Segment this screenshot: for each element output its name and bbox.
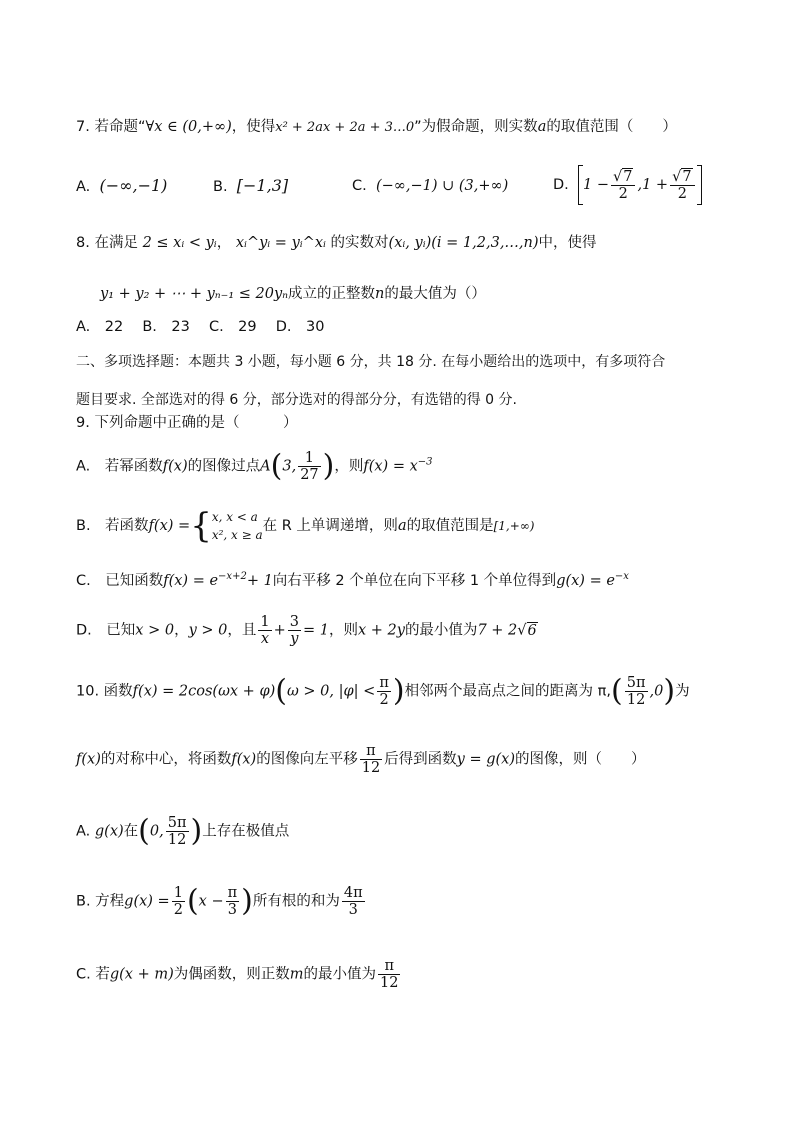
q10-stem-line2: f(x)的对称中心，将函数f(x)的图像向左平移 $\frac{\pi}{12}$ 后得到函数y = g(x)的图像，则（ ）: [76, 743, 646, 776]
q10-option-a: A. g(x)在(0, $\frac{5\pi}{12}$ )上存在极值点: [76, 813, 290, 849]
q10-option-b: B. 方程g(x) = $\frac{1}{2}$ (x − $\frac{\pi}{3}$ )所有根的和为 $\frac{4\pi}{3}$: [76, 883, 363, 919]
fraction: $\frac{5\pi}{12}$: [167, 815, 187, 848]
q7-option-c: C. (−∞,−1) ∪ (3,+∞): [352, 178, 509, 194]
q9-option-d: D. 已知x > 0，y > 0，且 $\frac{1}{x}$ + $\frac{3}{y}$ = 1，则x + 2y的最小值为7 + 2√6: [76, 614, 537, 647]
q9-option-b: B. 若函数f(x) ={ x, x < a x², x ≥ a 在 R 上单调递增，则a的取值范围是[1,+∞): [76, 506, 535, 546]
q7-option-b: B. [−1,3]: [213, 176, 289, 195]
q10-stem: 10. 函数f(x) = 2cos(ωx + φ)(ω > 0, |φ| < $\frac{\pi}{2}$ )相邻两个最高点之间的距离为 π,( $\frac{5\pi}{12}$ ,0)为: [76, 673, 690, 709]
q8-condition: y₁ + y₂ + ⋯ + yₙ₋₁ ≤ 20yₙ成立的正整数n的最大值为（）: [100, 286, 486, 302]
section-2-instructions-line2: 题目要求. 全部选对的得 6 分，部分选对的得部分分，有选错的得 0 分.: [76, 392, 517, 408]
fraction: $\frac{5\pi}{12}$: [626, 675, 646, 708]
q7-option-d: D. 1 − $\frac{√7}{2}$ ,1 + $\frac{√7}{2}$: [553, 165, 702, 205]
fraction: $\frac{√7}{2}$: [611, 169, 635, 202]
fraction: $\frac{\pi}{12}$: [361, 743, 381, 776]
fraction: $\frac{1}{27}$: [300, 450, 319, 483]
q8-options: A. 22 B. 23 C. 29 D. 30: [76, 319, 325, 335]
right-bracket: [697, 165, 702, 205]
fraction: $\frac{3}{y}$: [289, 614, 299, 647]
fraction: $\frac{1}{2}$: [173, 885, 183, 918]
fraction: $\frac{\pi}{2}$: [379, 675, 389, 708]
q7-stem: 7. 若命题“∀x ∈ (0,+∞)，使得x² + 2ax + 2a + 3…0”为假命题，则实数a的取值范围（ ）: [76, 119, 677, 135]
fraction: $\frac{4\pi}{3}$: [343, 885, 363, 918]
fraction: $\frac{\pi}{3}$: [227, 885, 238, 918]
q9-option-a: A. 若幂函数f(x)的图像过点A(3, $\frac{1}{27}$ )，则$f(x) = x^{-3}$: [76, 448, 433, 484]
section-2-instructions-line1: 二、多项选择题：本题共 3 小题，每小题 6 分，共 18 分. 在每小题给出的选项中，有多项符合: [76, 354, 666, 370]
q9-option-c: C. 已知函数$f(x) = e^{-x+2}+ 1$向右平移 2 个单位在向下平移 1 个单位得到$g(x) = e^{-x}$: [76, 571, 629, 589]
fraction: $\frac{\pi}{12}$: [379, 958, 399, 991]
q7-option-a: A. (−∞,−1): [76, 176, 168, 195]
fraction: $\frac{1}{x}$: [260, 614, 270, 647]
fraction: $\frac{√7}{2}$: [670, 169, 694, 202]
q8-stem: 8. 在满足 2 ≤ xᵢ < yᵢ， xᵢ^yᵢ = yᵢ^xᵢ 的实数对(xᵢ, yᵢ)(i = 1,2,3,…,n)中，使得: [76, 235, 597, 251]
q10-option-c: C. 若g(x + m)为偶函数，则正数m的最小值为 $\frac{\pi}{12}$: [76, 958, 399, 991]
q9-stem: 9. 下列命题中正确的是（ ）: [76, 415, 298, 431]
